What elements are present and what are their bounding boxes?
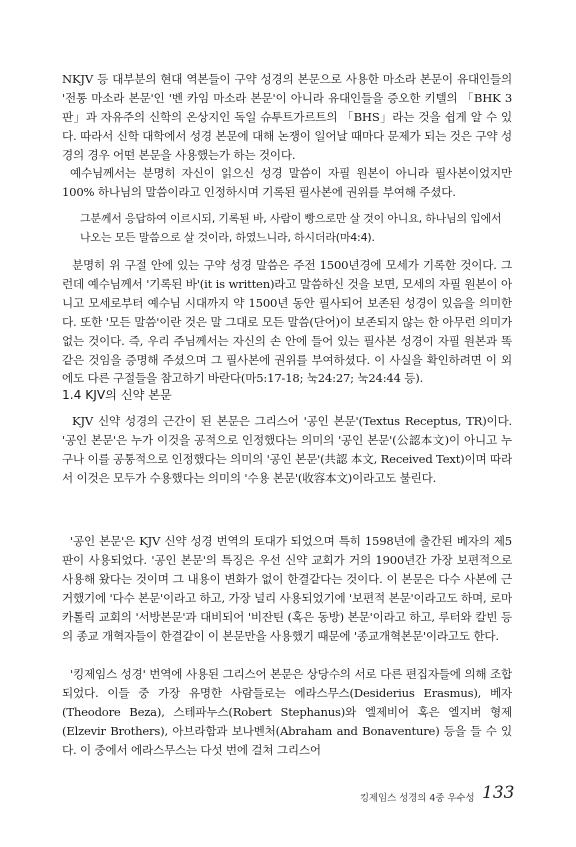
paragraph-editors: '킹제임스 성경' 번역에 사용된 그리스어 본문은 상당수의 서로 다른 편집자들에 의해 조합되었다. 이들 중 가장 유명한 사람들로는 에라스무스(Desiderius Erasmus), 베자(Theodore Beza), 스테파누스(Robert Stephanus)와 엘제비어 혹은 엘지버 형제(Elzevir Brothers), 아브라함과 보나벤처(Abraham and Bonaventure) 등을 들 수 있다. 이 중에서 에라스무스는 다섯 번에 걸쳐 그리스어 xyxy=(62,667,512,757)
quote-matthew-4-4: 그분께서 응답하여 이르시되, 기록된 바, 사람이 빵으로만 살 것이 아니요, 하나님의 입에서 나오는 모든 말씀으로 살 것이라, 하였느니라, 하시더라(마4:4). xyxy=(80,212,502,244)
paragraph-masoretic-text: NKJV 등 대부분의 현대 역본들이 구약 성경의 본문으로 사용한 마소라 본문이 유대인들의 '전통 마소라 본문'인 '벤 카임 마소라 본문'이 아니라 유대인들을 증오한 키텔의 「BHK 3판」과 자유주의 신학의 온상지인 독일 슈투트가르트의 「BHS」라는 것을 쉽게 알 수 있다. 따라서 신학 대학에서 성경 본문에 대해 논쟁이 일어날 때마다 문제가 되는 것은 구약 성경의 경우 어떤 본문을 사용했는가 하는 것이다. xyxy=(62,72,512,162)
page-number: 133 xyxy=(482,783,515,803)
section-heading: 1.4 KJV의 신약 본문 xyxy=(62,388,172,402)
paragraph-moses-record: 분명히 위 구절 안에 있는 구약 성경 말씀은 주전 1500년경에 모세가 기록한 것이다. 그런데 예수님께서 '기록된 바'(it is written)라고 말씀하신 것을 보면, 모세의 자필 원본이 아니고 모세로부터 예수님 시대까지 약 1500년 동안 필사되어 보존된 성경이 있음을 의미한다. 또한 '모든 말씀'이란 것은 말 그대로 모든 말씀(단어)이 보존되지 않는 한 아무런 의미가 없는 것이다. 즉, 우리 주님께서는 자신의 손 안에 들어 있는 필사본 성경이 자필 원본과 똑같은 것임을 증명해 주셨으며 그 필사본에 권위를 부여하셨다. 이 사실을 확인하려면 이 외에도 다른 구절들을 참고하기 바란다(마5:17-18; 눅24:27; 눅24:44 등). xyxy=(62,258,512,386)
paragraph-jesus-manuscripts: 예수님께서는 분명히 자신이 읽으신 성경 말씀이 자필 원본이 아니라 필사본이었지만 100% 하나님의 말씀이라고 인정하시며 기록된 필사본에 권위를 부여해 주셨다. xyxy=(62,166,512,199)
paragraph-textus-receptus: KJV 신약 성경의 근간이 된 본문은 그리스어 '공인 본문'(Textus Receptus, TR)이다. '공인 본문'은 누가 이것을 공적으로 인정했다는 의미의 '공인 본문'(公認本文)이 아니고 누구나 이를 공통적으로 인정했다는 의미의 '공인 본문'(共認 本文, Received Text)이며 따라서 이것은 모두가 수용했다는 의미의 '수용 본문'(收容本文)이라고도 불린다. xyxy=(62,414,512,485)
running-title: 킹제임스 성경의 4중 우수성 xyxy=(360,793,475,804)
paragraph-received-text-features: '공인 본문'은 KJV 신약 성경 번역의 토대가 되었으며 특히 1598년에 출간된 베자의 제5판이 사용되었다. '공인 본문'의 특징은 우선 신약 교회가 거의 1900년간 가장 보편적으로 사용해 왔다는 것이며 그 내용이 변화가 없이 한결같다는 것이다. 이 본문은 다수 사본에 근거했기에 '다수 본문'이라고 하고, 가장 널리 사용되었기에 '보편적 본문'이라고도 하며, 로마 카톨릭 교회의 '서방본문'과 대비되어 '비잔틴 (혹은 동방) 본문'이라고 하고, 루터와 칼빈 등의 종교 개혁자들이 한결같이 이 본문만을 사용했기 때문에 '종교개혁본문'이라고도 한다. xyxy=(62,534,512,643)
